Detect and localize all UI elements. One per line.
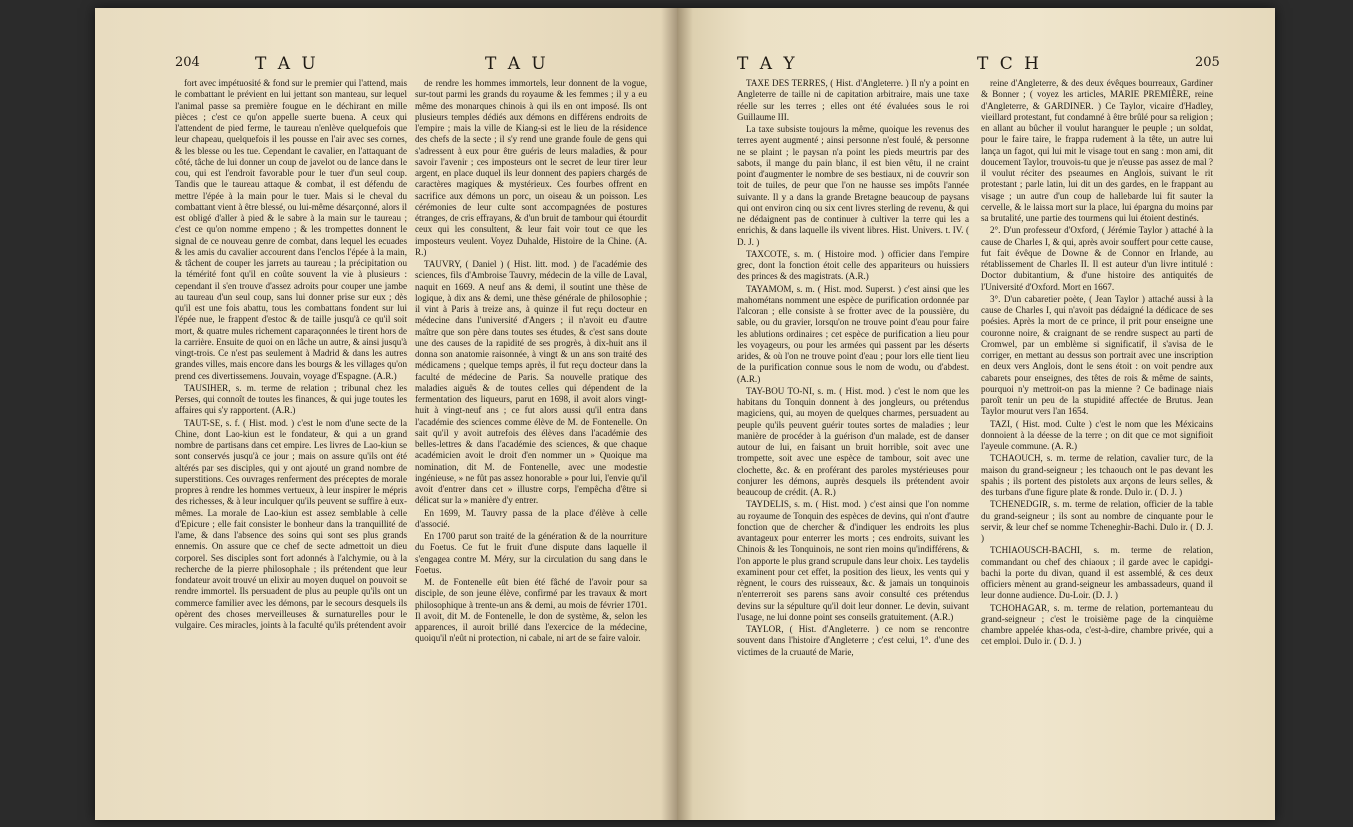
right-running-head-1: T A Y xyxy=(737,54,798,74)
left-column-2 xyxy=(415,78,647,798)
right-column-1 xyxy=(737,78,969,798)
paragraph: reine d'Angleterre, & des deux évêques bourreaux, Gardiner & Bonner ; ( voyez les articles, MARIE PREMIÈRE, reine d'Angleterre, & GARDINER. ) Ce Taylor, vicaire d'Hadley, vieillard protestant, fut condamné à être brûlé pour sa religion ; en allant au bûcher il voulut haranguer le peuple ; un soldat, pour le faire taire, le frappa rudement à la tête, un autre lui lança un fagot, qui lui mit le visage tout en sang : mon ami, dit doucement Taylor, trouvois-tu que je n'eusse pas assez de mal ? il voulut réciter des pseaumes en Anglois, suivant le rit protestant ; parle latin, lui dit un des gardes, en le frappant au visage ; un autre d'un coup de hallebarde lui fit sauter la cervelle, & le laissa mort sur la place, lui épargna du moins par sa brutalité, une partie des tourmens qui lui étoient destinés. xyxy=(981,78,1213,223)
paragraph: TAUSIHER, s. m. terme de relation ; tribunal chez les Perses, qui connoît de toutes les finances, & qui juge toutes les affaires qui s'y rapportent. (A.R.) xyxy=(175,382,407,416)
left-running-head-1: T A U xyxy=(255,54,319,74)
book-gutter xyxy=(661,8,693,820)
left-column-1 xyxy=(175,78,407,798)
paragraph: M. de Fontenelle eût bien été fâché de l'avoir pour sa disciple, de son jeune élève, confirmé par les travaux & mort philosophique à trente-un ans & demi, au mois de février 1701. Il avoit, dit M. de Fontenelle, le don de système, &, selon les apparences, il auroit brillé dans l'exercice de la médecine, quoiqu'il n'eût ni protection, ni cabale, ni art de se faire valoir. xyxy=(415,577,647,644)
right-running-head-2: T C H xyxy=(977,54,1042,74)
paragraph: TAUT-SE, s. f. ( Hist. mod. ) c'est le nom d'une secte de la Chine, dont Lao-kiun est le fondateur, & qui a un grand nombre de partisans dans cet empire. Les livres de Lao-kiun se sont conservés jusqu'à ce jour ; mais on assure qu'ils ont été altérés par ses disciples, qui y ont ajouté un grand nombre de superstitions. Ces ouvrages renferment des préceptes de morale propres à rendre les hommes vertueux, à leur inspirer le mépris des richesses, & à leur inculquer qu'ils peuvent se suffire à eux-mêmes. La morale de Lao-kiun est assez semblable à celle d'Epicure ; elle fait consister le bonheur dans la tranquillité de l'ame, & dans l'absence des soins qui sont ses plus grands ennemis. On assure que ce chef de secte admettoit un dieu corporel. Ses disciples sont fort adonnés à l'alchymie, ou à la recherche de la pierre philosophale ; ils prétendent que leur fondateur avoit trouvé un elixir au moyen duquel on pouvoit se rendre immortel. Ils persuadent de plus au peuple qu'ils ont un commerce familier avec les démons, par le secours desquels ils opèrent des choses merveilleuses & surnaturelles pour le vulgaire. Ces miracles, joints à la faculté qu'ils prétendent avoir xyxy=(175,417,407,630)
paragraph: TAYAMOM, s. m. ( Hist. mod. Superst. ) c'est ainsi que les mahométans nomment une espèce de purification ordonnée par l'alcoran ; elle consiste à se frotter avec de la poussière, du sable, ou du gravier, lorsqu'on ne trouve point d'eau pour faire les ablutions ordinaires ; cet espèce de purification a lieu pour les voyageurs, ou pour les armées qui passent par les déserts arides, & où l'on ne trouve point d'eau ; pour lors elle tient lieu de la purification connue sous le nom de wodu, ou d'abdest. (A.R.) xyxy=(737,283,969,384)
paragraph: En 1699, M. Tauvry passa de la place d'élève à celle d'associé. xyxy=(415,507,647,529)
paragraph: TCHOHAGAR, s. m. terme de relation, portemanteau du grand-seigneur ; c'est le troisième page de la cinquième chambre appelée khas-oda, c'est-à-dire, chambre privée, qui a cet emploi. Dulo ir. ( D. J. ) xyxy=(981,602,1213,647)
paragraph: de rendre les hommes immortels, leur donnent de la vogue, sur-tout parmi les grands du royaume & les femmes ; il y a eu même des monarques chinois à qui ils en ont imposé. Ils ont plusieurs temples dédiés aux démons en différens endroits de l'empire ; mais la ville de Kiang-si est le lieu de la résidence des chefs de la secte ; il s'y rend une grande foule de gens qui s'adressent à eux pour être guéris de leurs maladies, & pour savoir l'avenir ; ces imposteurs ont le secret de leur tirer leur argent, en place duquel ils leur donnent des papiers chargés de caractères magiques & mystérieux. Ces fourbes offrent en sacrifice aux démons un porc, un oiseau & un poisson. Les cérémonies de leur culte sont accompagnées de postures étranges, de cris effrayans, & d'un bruit de tambour qui étourdit ceux qui les consultent, & leur fait voir tout ce que les imposteurs veulent. Voyez Duhalde, Histoire de la Chine. (A. R.) xyxy=(415,78,647,257)
paragraph: fort avec impétuosité & fond sur le premier qui l'attend, mais le combattant le prévient en lui jettant son manteau, sur lequel l'animal passe sa première fougue en le déchirant en mille pièces ; c'est ce qu'on appelle suerte buena. A ceux qui l'attendent de pied ferme, le taureau n'enlève quelquefois que leur chapeau, quelquefois il les pousse en l'air avec ses cornes, & les blesse ou les tue. Cependant le cavalier, en l'attaquant de côté, tâche de lui donner un coup de javelot ou de lance dans le cou, qui est l'endroit favorable pour le tuer d'un seul coup. Tandis que le taureau attaque & combat, il est défendu de mettre l'épée à la main pour le tuer. Mais si le cheval du combattant vient à être blessé, ou lui-même désarçonné, alors il est obligé d'aller à pied & le sabre à la main sur le taureau ; c'est ce qu'on nomme empeno ; & les trompettes donnent le signal de ce nouveau genre de combat, dans lequel les ecuades & les amis du cavalier accourent dans l'enclos l'épée à la main, & tâchent de couper les jarrets au taureau ; la précipitation ou la témérité font qu'il en coûte souvent la vie à plusieurs : cependant il s'en trouve d'assez adroits pour couper une jambe au taureau d'un seul coup, sans lui donner prise sur eux ; dès qu'il est une fois abattu, tous les combattans fondent sur lui l'épée nue, le frappent d'estoc & de taille jusqu'à ce qu'il soit mort, & quatre mules richement caparaçonnées le tirent hors de la carrière. Ensuite de quoi on en lâche un autre, & ainsi jusqu'à vingt-trois. Ce n'est pas seulement à Madrid & dans les autres grandes villes, mais encore dans les bourgs & les villages qu'on prend ces divertissemens. Jouvain, voyage d'Espagne. (A.R.) xyxy=(175,78,407,381)
paragraph: TAXE DES TERRES, ( Hist. d'Angleterre. ) Il n'y a point en Angleterre de taille ni de capitation arbitraire, mais une taxe réelle sur les terres ; elles ont été évaluées sous le roi Guillaume III. xyxy=(737,78,969,122)
right-page xyxy=(677,8,1275,820)
paragraph: TCHIAOUSCH-BACHI, s. m. terme de relation, commandant ou chef des chiaoux ; il garde avec le capidgi-bachi la porte du divan, quand il est assemblé, & ces deux officiers mènent au grand-seigneur les ambassadeurs, quand il leur donne audience. Du-Loir. (D. J. ) xyxy=(981,545,1213,601)
paragraph: 2°. D'un professeur d'Oxford, ( Jérémie Taylor ) attaché à la cause de Charles I, & qui, après avoir souffert pour cette cause, fut fait évêque de Downe & de Connor en Irlande, au rétablissement de Charles II. Il est auteur d'un livre intitulé : Doctor dubitantium, & d'une histoire des antiquités de l'Université d'Oxford. Mort en 1667. xyxy=(981,225,1213,292)
paragraph: TAUVRY, ( Daniel ) ( Hist. litt. mod. ) de l'académie des sciences, fils d'Ambroise Tauvry, médecin de la ville de Laval, naquit en 1669. A neuf ans & demi, il soutint une thèse de logique, à dix ans & demi, une thèse générale de philosophie ; il vint à Paris à treize ans, à quinze il fut reçu docteur en médecine dans l'université d'Angers ; il n'avoit eu d'autre maître que son père dans toutes ses études, & c'est sans doute une des causes de la rapidité de ses progrès, à dix-huit ans il donna son anatomie raisonnée, à vingt & un ans son traité des médicamens ; quelque temps après, il fut reçu docteur dans la faculté de médecine de Paris. Sa nouvelle pratique des maladies aiguës & de toutes celles qui dépendent de la fermentation des liqueurs, parut en 1698, il avoit alors vingt-huit à vingt-neuf ans ; ce fut alors aussi qu'il entra dans l'académie des sciences comme élève de M. de Fontenelle. On sait qu'il y avoit autrefois des élèves dans l'académie des belles-lettres & dans l'académie des sciences, & que chaque académicien avoit le droit d'en nommer un » Quoique ma nomination, dit M. de Fontenelle, avec une modestie ingénieuse, » ne fût pas assez honorable » pour lui, l'envie qu'il avoit d'entrer dans cet » illustre corps, l'empêcha d'être si délicat sur la » manière d'y entrer. xyxy=(415,259,647,506)
paragraph: TAYDELIS, s. m. ( Hist. mod. ) c'est ainsi que l'on nomme au royaume de Tonquin des espèces de devins, qui n'ont d'autre fonction que de chercher & d'indiquer les endroits les plus avantageux pour enterrer les morts ; ces endroits, suivant les Chinois & les Tonquinois, ne sont rien moins qu'indifférens, & l'on apporte le plus grand scrupule dans leur choix. Les taydelis examinent pour cet effet, la position des lieux, les vents qui y règnent, le cours des ruisseaux, &c. & jamais un tonquinois n'enterreroit ses parens sans avoir consulté ces prétendus devins sur la sépulture qu'il doit leur donner. Le devin, suivant l'usage, ne lui donne point ses conseils gratuitement. (A.R.) xyxy=(737,499,969,622)
left-page xyxy=(95,8,677,820)
paragraph: TAZI, ( Hist. mod. Culte ) c'est le nom que les Méxicains donnoient à la déesse de la terre ; on dit que ce mot signifioit l'ayeule commune. (A. R.) xyxy=(981,418,1213,451)
book-spread xyxy=(95,8,1275,820)
paragraph: TCHAOUCH, s. m. terme de relation, cavalier turc, de la maison du grand-seigneur ; les tchaouch ont le pas devant les spahis ; ils portent des pistolets aux arçons de leurs selles, & des turbans d'une figure plate & ronde. Dulo ir. ( D. J. ) xyxy=(981,453,1213,497)
paragraph: 3°. D'un cabaretier poète, ( Jean Taylor ) attaché aussi à la cause de Charles I, qui n'avoit pas dédaigné la dédicace de ses poésies. Après la mort de ce prince, il prit pour enseigne une couronne noire, & craignant de se rendre suspect au parti de Cromwel, par un emblème si significatif, il s'avisa de le corriger, en mettant au dessus son portrait avec une inscription en deux vers Anglois, dont le sens étoit : on voit pendre aux cabarets pour enseignes, des têtes de rois & même de saints, pourquoi n'y mettroit-on pas la mienne ? Ce badinage niais paroît tenir un peu de la stupidité affectée de Brutus. Jean Taylor mourut vers l'an 1654. xyxy=(981,293,1213,417)
paragraph: TCHENEDGIR, s. m. terme de relation, officier de la table du grand-seigneur ; ils sont au nombre de cinquante pour le servir, & leur chef se nomme Tcheneghir-Bachi. Dulo ir. ( D. J. ) xyxy=(981,499,1213,543)
paragraph: TAYLOR, ( Hist. d'Angleterre. ) ce nom se rencontre souvent dans l'histoire d'Angleterre ; c'est celui, 1°. d'une des victimes de la cruauté de Marie, xyxy=(737,624,969,657)
right-page-number: 205 xyxy=(1195,55,1220,70)
right-column-2 xyxy=(981,78,1213,798)
paragraph: La taxe subsiste toujours la même, quoique les revenus des terres ayent augmenté ; ainsi personne n'est foulé, & personne ne se plaint ; le paysan n'a point les pieds meurtris par des sabots, il mange du pain blanc, il est bien vêtu, il ne craint point d'augmenter le nombre de ses bestiaux, ni de couvrir son toit de tuiles, de peur que l'on ne hausse ses impôts l'année suivante. Il y a dans la grande Bretagne beaucoup de paysans qui ont environ cinq ou six cent livres sterling de revenu, & qui ne dédaignent pas de continuer à cultiver la terre qui les a enrichis, & dans laquelle ils vivent libres. Hist. Univers. t. IV. ( D. J. ) xyxy=(737,124,969,247)
paragraph: TAY-BOU TO-NI, s. m. ( Hist. mod. ) c'est le nom que les habitans du Tonquin donnent à des jongleurs, ou prétendus magiciens, qui, au moyen de quelques charmes, persuadent au peuple qu'ils peuvent guérir toutes sortes de maladies ; leur manière de procéder à la guérison d'un malade, est de danser autour de lui, en faisant un bruit horrible, soit avec une trompette, soit avec une espèce de tambour, soit avec une clochette, &c. & en proférant des paroles mystérieuses pour conjurer les démons, auprès desquels ils prétendent avoir beaucoup de crédit. (A. R.) xyxy=(737,385,969,497)
paragraph: En 1700 parut son traité de la génération & de la nourriture du Foetus. Ce fut le fruit d'une dispute dans laquelle il s'engagea contre M. Méry, sur la circulation du sang dans le Foetus. xyxy=(415,531,647,575)
left-page-number: 204 xyxy=(175,55,200,70)
left-running-head-2: T A U xyxy=(485,54,549,74)
paragraph: TAXCOTE, s. m. ( Histoire mod. ) officier dans l'empire grec, dont la fonction étoit celle des appariteurs ou huissiers des princes & des magistrats. (A.R.) xyxy=(737,248,969,282)
